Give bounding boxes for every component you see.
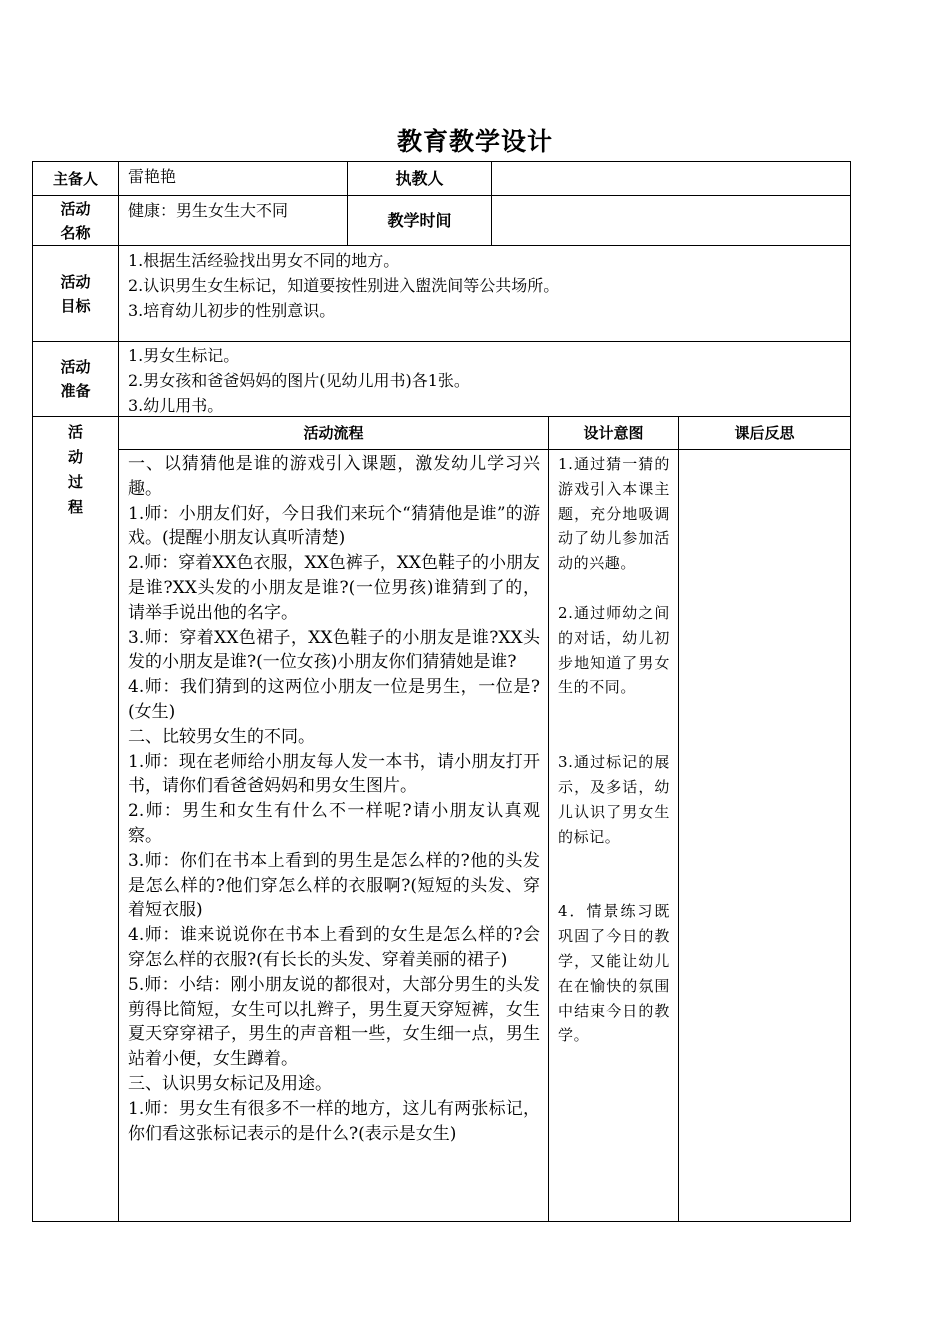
preparation-item: 1.男女生标记。 bbox=[128, 346, 240, 365]
reflection-column-header: 课后反思 bbox=[734, 424, 795, 442]
process-label-char: 程 bbox=[67, 498, 83, 516]
process-label-char: 活 bbox=[67, 423, 83, 441]
preparation-label bbox=[33, 342, 118, 416]
flow-item: 2.师：男生和女生有什么不一样呢?请小朋友认真观察。 bbox=[128, 801, 540, 846]
intent-item: 1.通过猜一猜的游戏引入本课主题，充分地吸调动了幼儿参加活动的兴趣。 bbox=[558, 455, 670, 573]
flow-item: 3.师：你们在书本上看到的男生是怎么样的?他的头发是怎么样的?他们穿怎么样的衣服啊?(短短的头发、穿着短衣服) bbox=[128, 850, 540, 921]
flow-item: 1.师：男女生有很多不一样的地方，这儿有两张标记，你们看这张标记表示的是什么?(表示是女生) bbox=[128, 1098, 540, 1144]
teaching-time-value bbox=[492, 196, 850, 245]
page-title: 教育教学设计 bbox=[396, 127, 553, 156]
activity-name-label bbox=[33, 196, 118, 245]
goal-item: 2.认识男生女生标记，知道要按性别进入盥洗间等公共场所。 bbox=[128, 276, 560, 295]
intent-item: 2.通过师幼之间的对话，幼儿初步地知道了男女生的不同。 bbox=[558, 603, 670, 697]
goals-label-line2: 目标 bbox=[60, 296, 91, 315]
activity-flow bbox=[119, 452, 548, 1220]
flow-item: 二、比较男女生的不同。 bbox=[128, 726, 315, 747]
activity-name-value: 健康：男生女生大不同 bbox=[128, 201, 289, 220]
flow-item: 1.师：小朋友们好，今日我们来玩个“猜猜他是谁”的游戏。(提醒小朋友认真听清楚) bbox=[128, 503, 540, 549]
flow-column-header: 活动流程 bbox=[303, 424, 364, 442]
process-label-char: 动 bbox=[67, 448, 83, 466]
preparation-list bbox=[119, 343, 850, 416]
flow-item: 1.师：现在老师给小朋友每人发一本书，请小朋友打开书，请你们看爸爸妈妈和男女生图片。 bbox=[128, 751, 540, 797]
activity-name-label-line1: 活动 bbox=[60, 199, 91, 218]
flow-item: 4.师：谁来说说你在书本上看到的女生是怎么样的?会穿怎么样的衣服?(有长长的头发、穿着美丽的裙子) bbox=[128, 925, 540, 970]
intent-item: 4．情景练习既巩固了今日的教学，又能让幼儿在在愉快的氛围中结束今日的教学。 bbox=[558, 902, 670, 1045]
flow-item: 4.师：我们猜到的这两位小朋友一位是男生，一位是?(女生) bbox=[128, 677, 540, 722]
teacher-label: 执教人 bbox=[395, 168, 444, 188]
lead-teacher-value: 雷艳艳 bbox=[128, 167, 177, 186]
preparation-label-line2: 准备 bbox=[60, 382, 91, 400]
flow-item: 5.师：小结：刚小朋友说的都很对，大部分男生的头发剪得比简短，女生可以扎辫子，男生夏天穿短裤，女生夏天穿穿裙子，男生的声音粗一些，女生细一点，男生站着小便，女生蹲着。 bbox=[128, 974, 540, 1070]
intent-item: 3.通过标记的展示，及多话，幼儿认识了男女生的标记。 bbox=[558, 753, 670, 846]
preparation-item: 2.男女孩和爸爸妈妈的图片(见幼儿用书)各1张。 bbox=[128, 371, 470, 390]
design-intent bbox=[549, 452, 678, 1220]
reflection-cell bbox=[679, 452, 850, 1220]
flow-item: 2.师：穿着XX色衣服，XX色裤子，XX色鞋子的小朋友是谁?XX头发的小朋友是谁?(一位男孩)谁猜到了的，请举手说出他的名字。 bbox=[128, 553, 540, 623]
preparation-item: 3.幼儿用书。 bbox=[128, 396, 224, 415]
activity-name-label-line2: 名称 bbox=[60, 223, 91, 242]
teacher-value bbox=[492, 162, 850, 195]
flow-item: 三、认识男女标记及用途。 bbox=[128, 1073, 332, 1094]
goals-label-line1: 活动 bbox=[60, 272, 91, 291]
goal-item: 3.培育幼儿初步的性别意识。 bbox=[128, 301, 336, 320]
goal-item: 1.根据生活经验找出男女不同的地方。 bbox=[128, 251, 400, 270]
teaching-time-label: 教学时间 bbox=[387, 210, 452, 230]
intent-column-header: 设计意图 bbox=[583, 424, 644, 442]
goals-label bbox=[33, 246, 118, 341]
flow-item: 3.师：穿着XX色裙子，XX色鞋子的小朋友是谁?XX头发的小朋友是谁?(一位女孩)小朋友你们猜猜她是谁? bbox=[128, 627, 540, 673]
goals-list bbox=[119, 248, 850, 341]
process-label bbox=[33, 420, 118, 530]
flow-item: 一、以猜猜他是谁的游戏引入课题，激发幼儿学习兴趣。 bbox=[128, 454, 540, 499]
lead-teacher-label: 主备人 bbox=[52, 169, 98, 188]
preparation-label-line1: 活动 bbox=[60, 358, 91, 376]
process-label-char: 过 bbox=[67, 473, 83, 491]
